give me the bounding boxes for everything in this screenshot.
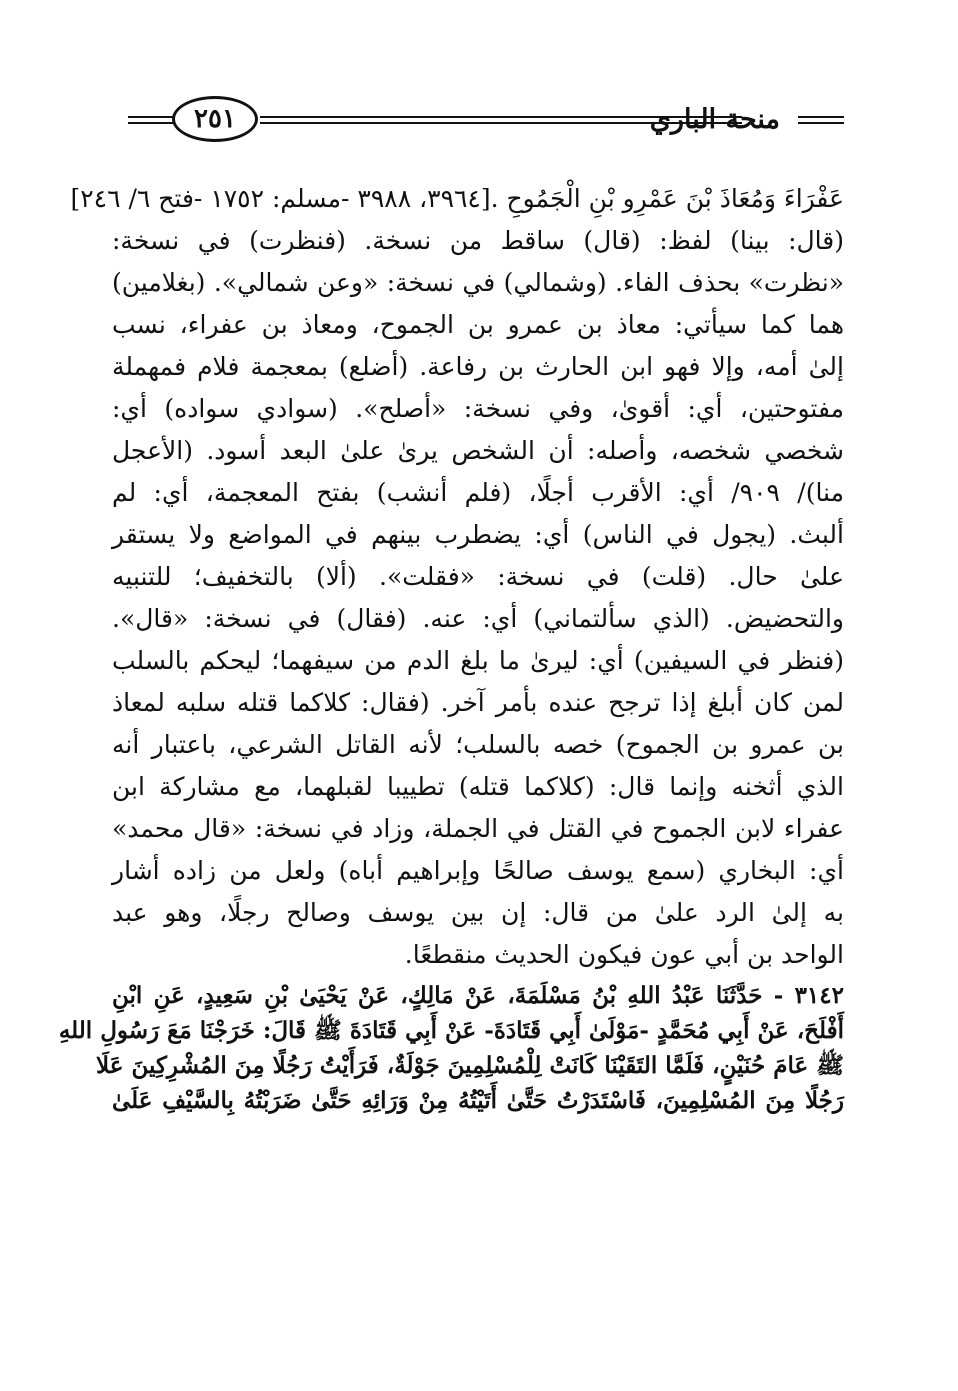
commentary-line: (فنظر في السيفين) أي: ليرىٰ ما بلغ الدم من سيفهما؛ ليحكم بالسلب [112, 646, 844, 675]
commentary-line: هما كما سيأتي: معاذ بن عمرو بن الجموح، ومعاذ بن عفراء، نسب [112, 310, 844, 339]
commentary-line: إلىٰ أمه، وإلا فهو ابن الحارث بن رفاعة. (أضلع) بمعجمة فلام فمهملة [112, 352, 844, 381]
header-rule-right [798, 116, 844, 124]
commentary-line: (قال: بينا) لفظ: (قال) ساقط من نسخة. (فنظرت) في نسخة: [112, 226, 844, 255]
commentary-line: «نظرت» بحذف الفاء. (وشمالي) في نسخة: «وعن شمالي». (بغلامين) [112, 268, 844, 297]
hadith-line: رَجُلًا مِنَ المُسْلِمِينَ، فَاسْتَدَرْتُ حَتَّىٰ أَتَيْتُهُ مِنْ وَرَائِهِ حَتَّىٰ ضَرَبْتُهُ بِالسَّيْفِ عَلَىٰ [112, 1087, 844, 1114]
commentary-line: الذي أثخنه وإنما قال: (كلاكما قتله) تطييبا لقبلهما، مع مشاركة ابن [112, 772, 844, 801]
hadith-line: أَفْلَحَ، عَنْ أَبِي مُحَمَّدٍ -مَوْلَىٰ أَبِي قَتَادَةَ- عَنْ أَبِي قَتَادَةَ ﷺ قَالَ: خَرَجْنَا مَعَ رَسُولِ اللهِ [58, 1017, 844, 1044]
page-number: ٢٥١ [194, 104, 236, 134]
running-title [649, 100, 798, 140]
header-rule-left [128, 116, 174, 124]
page-header [128, 92, 844, 150]
commentary-line: أي: البخاري (سمع يوسف صالحًا وإبراهيم أباه) ولعل من زاده أشار [112, 856, 844, 885]
commentary-line: ألبث. (يجول في الناس) أي: يضطرب بينهم في المواضع ولا يستقر [112, 520, 844, 549]
page-body [58, 178, 844, 1118]
hadith-block [58, 978, 844, 1118]
commentary-line: لمن كان أبلغ إذا ترجح عنده بأمر آخر. (فقال: كلاكما قتله سلبه لمعاذ [112, 688, 844, 717]
commentary-line: علىٰ حال. (قلت) في نسخة: «فقلت». (ألا) بالتخفيف؛ للتنبيه [112, 562, 844, 591]
commentary-line: شخصي شخصه، وأصله: أن الشخص يرىٰ علىٰ البعد أسود. (الأعجل [112, 436, 844, 465]
commentary-line: عفراء لابن الجموح في القتل في الجملة، وزاد في نسخة: «قال محمد» [112, 814, 844, 843]
hadith-line: ٣١٤٢ - حَدَّثَنَا عَبْدُ اللهِ بْنُ مَسْلَمَةَ، عَنْ مَالِكٍ، عَنْ يَحْيَىٰ بْنِ سَعِيدٍ، عَنِ ابْنِ [112, 982, 844, 1009]
commentary-line: مفتوحتين، أي: أقوىٰ، وفي نسخة: «أصلح». (سوادي سواده) أي: [112, 394, 844, 423]
running-title-text: منحة الباري [649, 104, 780, 135]
commentary-block [70, 178, 844, 976]
commentary-line: عَفْرَاءَ وَمُعَاذَ بْنَ عَمْرِو بْنِ الْجَمُوحِ .[٣٩٦٤، ٣٩٨٨ -مسلم: ١٧٥٢ -فتح ٦/ ٢٤٦] [70, 184, 844, 213]
commentary-line: منا)/ ٩٠٩/ أي: الأقرب أجلًا، (فلم أنشب) بفتح المعجمة، أي: لم [112, 478, 844, 507]
commentary-line: والتحضيض. (الذي سألتماني) أي: عنه. (فقال) في نسخة: «قال». [112, 604, 844, 633]
commentary-line: بن عمرو بن الجموح) خصه بالسلب؛ لأنه القاتل الشرعي، باعتبار أنه [112, 730, 844, 759]
commentary-line: الواحد بن أبي عون فيكون الحديث منقطعًا. [404, 940, 844, 969]
page-number-frame [172, 96, 258, 142]
commentary-line: به إلىٰ الرد علىٰ من قال: إن بين يوسف وصالح رجلًا، وهو عبد [112, 898, 844, 927]
hadith-line: ﷺ عَامَ حُنَيْنٍ، فَلَمَّا التَقَيْنَا كَانَتْ لِلْمُسْلِمِينَ جَوْلَةٌ، فَرَأَيْتُ رَجُلًا مِنَ المُشْرِكِينَ عَلَا [96, 1052, 844, 1079]
